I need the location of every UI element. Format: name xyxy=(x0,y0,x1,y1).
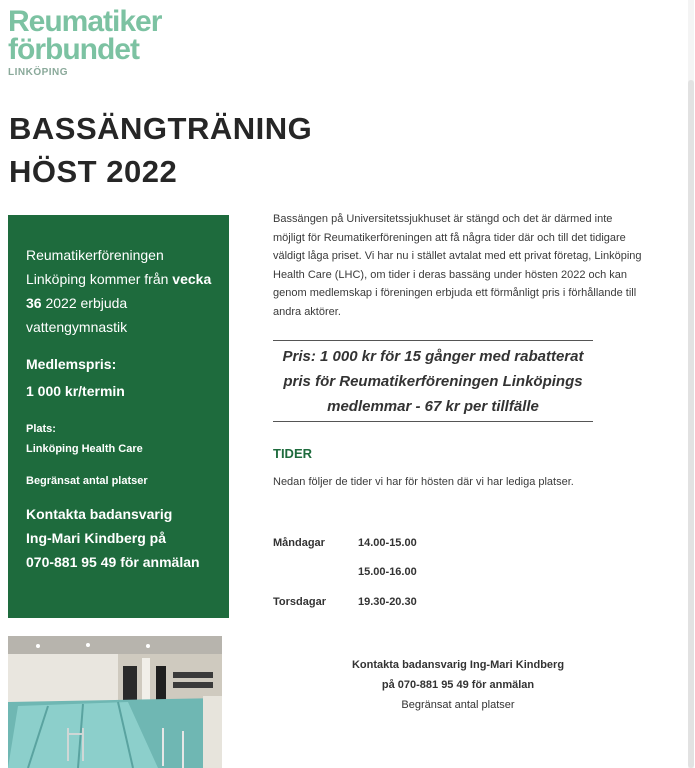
pool-photo-image xyxy=(8,636,222,768)
price-text: Pris: 1 000 kr för 15 gånger med rabatterat pris för Reumatikerföreningen Linköpings medlemmar - 67 kr per tillfälle xyxy=(282,347,584,415)
page-title-line-2: HÖST 2022 xyxy=(9,154,178,189)
schedule-row xyxy=(273,566,417,578)
page-title xyxy=(9,107,312,193)
page-title-line-1: BASSÄNGTRÄNING xyxy=(9,111,313,146)
sidebar-contact-line-2: Ing-Mari Kindberg på xyxy=(26,530,166,546)
member-price-label: Medlemspris: xyxy=(26,356,117,372)
organization-logo[interactable] xyxy=(8,5,162,79)
sidebar-contact-line-1: Kontakta badansvarig xyxy=(26,506,173,522)
schedule-time: 15.00-16.00 xyxy=(358,566,417,578)
schedule-row xyxy=(273,537,417,549)
contact-line-3: Begränsat antal platser xyxy=(401,699,515,711)
price-callout xyxy=(273,340,593,422)
scrollbar-thumb[interactable] xyxy=(688,80,694,768)
schedule-day: Torsdagar xyxy=(273,596,326,608)
place-label: Plats: xyxy=(26,423,56,435)
logo-subtitle: LINKÖPING xyxy=(8,67,69,78)
contact-block xyxy=(290,655,626,715)
logo-line-2: förbundet xyxy=(8,33,139,66)
schedule-time: 19.30-20.30 xyxy=(358,596,417,608)
schedule-heading: TIDER xyxy=(273,446,312,461)
vertical-scrollbar[interactable] xyxy=(688,0,694,768)
intro-paragraph: Bassängen på Universitetssjukhuset är stängd och det är därmed inte möjligt för Reumatikerföreningen att få några tider där och till det tidigare väldigt låga priset. Vi har nu i stället avtalat med ett privat företag, Linköping Health Care (LHC), om tider i deras bassäng under hösten 2022 och kan genom medlemskap i föreningen erbjuda ett förmånligt pris i förhållande till andra aktörer. xyxy=(273,213,642,318)
logo-line-1: Reumatiker xyxy=(8,5,162,38)
member-price-value: 1 000 kr/termin xyxy=(26,383,125,399)
limited-places: Begränsat antal platser xyxy=(26,475,148,487)
info-sidebar xyxy=(8,215,229,618)
sidebar-intro-week: vecka 36 xyxy=(26,271,212,311)
sidebar-intro-text-end: 2022 erbjuda vattengymnastik xyxy=(26,295,128,335)
pool-photo xyxy=(8,636,222,768)
schedule-intro: Nedan följer de tider vi har för hösten där vi har lediga platser. xyxy=(273,476,574,488)
contact-line-1: Kontakta badansvarig Ing-Mari Kindberg xyxy=(351,659,565,671)
schedule-row xyxy=(273,596,417,608)
contact-line-2: på 070-881 95 49 för anmälan xyxy=(381,679,535,691)
place-value: Linköping Health Care xyxy=(26,443,143,455)
sidebar-intro-text: Reumatikerföreningen Linköping kommer från xyxy=(26,247,173,287)
schedule-time: 14.00-15.00 xyxy=(358,537,417,549)
sidebar-contact-line-3: 070-881 95 49 för anmälan xyxy=(26,554,200,570)
schedule-day: Måndagar xyxy=(273,537,325,549)
sidebar-intro xyxy=(26,243,217,339)
